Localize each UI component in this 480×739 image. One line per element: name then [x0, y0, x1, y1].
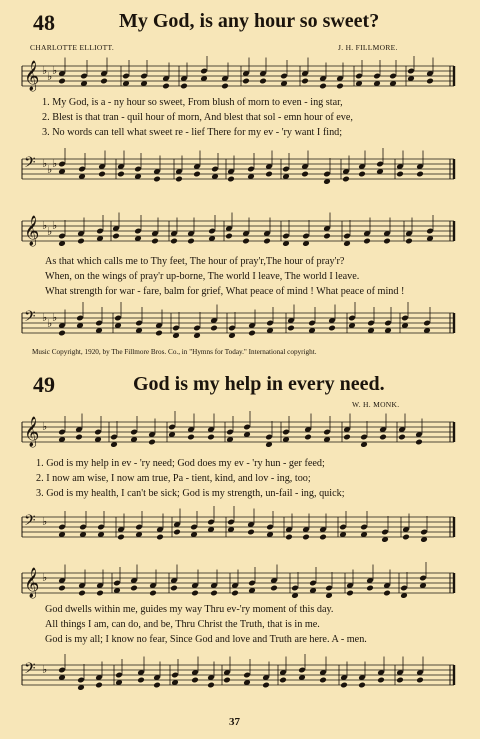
composer-credit: W. H. MONK. — [352, 400, 400, 409]
note-head — [416, 677, 424, 684]
bass-clef-icon: 𝄢 — [24, 660, 36, 681]
note-head — [398, 434, 406, 441]
treble-clef-icon: 𝄞 — [24, 568, 40, 598]
note-head — [207, 682, 215, 689]
note-head — [259, 78, 267, 85]
note-head — [112, 233, 120, 240]
note-head — [223, 677, 231, 684]
note-head — [416, 171, 424, 178]
note-head — [180, 83, 188, 90]
note-head — [58, 78, 66, 85]
note-head — [187, 434, 195, 441]
note-head — [95, 682, 103, 689]
note-head — [396, 171, 404, 178]
note-head — [366, 585, 374, 592]
lyric-line: What strength for war - fare, balm for grief, What peace of mind ! What peace of mind ! — [45, 286, 405, 297]
page-number: 37 — [229, 716, 240, 728]
note-head — [96, 590, 104, 597]
lyric-line: 1. God is my help in ev - 'ry need; God does my ev - 'ry hun - ger feed; — [36, 458, 325, 469]
note-head — [263, 238, 271, 245]
note-head — [319, 83, 327, 90]
note-head — [210, 325, 218, 332]
note-head — [346, 590, 354, 597]
note-head — [363, 238, 371, 245]
note-head — [225, 233, 233, 240]
note-head — [149, 590, 157, 597]
note-head — [383, 590, 391, 597]
note-head — [379, 434, 387, 441]
treble-clef-icon: 𝄞 — [24, 61, 40, 91]
note-head — [336, 83, 344, 90]
note-head — [210, 590, 218, 597]
note-head — [193, 171, 201, 178]
lyric-line: When, on the wings of pray'r up-borne, The world I leave, The world I leave. — [45, 271, 360, 282]
note-head — [100, 78, 108, 85]
flat-sign-icon: ♭ — [42, 158, 48, 170]
note-head — [242, 78, 250, 85]
lyric-line: As that which calls me to Thy feet, The hour of pray'r,The hour of pray'r? — [45, 256, 345, 267]
note-head — [77, 238, 85, 245]
flat-sign-icon: ♭ — [52, 158, 58, 170]
treble-clef-icon: 𝄞 — [24, 417, 40, 447]
music-staff-bass — [0, 650, 480, 700]
hymn-number: 48 — [33, 10, 55, 35]
note-head — [231, 590, 239, 597]
flat-sign-icon: ♭ — [42, 65, 48, 77]
note-head — [323, 233, 331, 240]
note-head — [58, 330, 66, 337]
hymn-number: 49 — [33, 372, 55, 397]
lyric-line: 3. No words can tell what sweet re - lief There for my ev - 'ry want I find; — [42, 127, 343, 138]
note-head — [302, 534, 310, 541]
music-staff-treble — [0, 208, 480, 254]
note-head — [175, 176, 183, 183]
note-head — [396, 677, 404, 684]
note-head — [58, 585, 66, 592]
note-head — [170, 238, 178, 245]
flat-sign-icon: ♭ — [42, 421, 48, 433]
flat-sign-icon: ♭ — [42, 664, 48, 676]
note-head — [287, 325, 295, 332]
note-head — [405, 238, 413, 245]
lyric-line: God is my all; I know no fear, Since God and love and Truth are here. A - men. — [45, 634, 367, 645]
note-head — [207, 434, 215, 441]
music-staff-treble — [0, 560, 480, 606]
flat-sign-icon: ♭ — [47, 71, 53, 83]
note-head — [170, 585, 178, 592]
note-head — [191, 590, 199, 597]
note-head — [221, 83, 229, 90]
note-head — [383, 238, 391, 245]
music-staff-treble — [0, 56, 480, 96]
note-head — [358, 682, 366, 689]
music-staff-bass — [0, 504, 480, 550]
lyric-line: 1. My God, is a - ny hour so sweet, From blush of morn to even - ing star, — [42, 97, 343, 108]
flat-sign-icon: ♭ — [42, 516, 48, 528]
copyright-notice: Music Copyright, 1920, by The Fillmore Bros. Co., in "Hymns for Today." International copyright. — [32, 348, 317, 356]
flat-sign-icon: ♭ — [52, 65, 58, 77]
note-head — [415, 439, 423, 446]
hymn-title: God is my help in every need. — [133, 373, 385, 395]
lyric-line: God dwells within me, guides my way Thru ev-'ry moment of this day. — [45, 604, 334, 615]
flat-sign-icon: ♭ — [42, 572, 48, 584]
note-head — [117, 534, 125, 541]
flat-sign-icon: ♭ — [42, 220, 48, 232]
composer-credit: J. H. FILLMORE. — [338, 43, 398, 52]
note-head — [301, 78, 309, 85]
music-staff-treble — [0, 410, 480, 454]
note-head — [153, 176, 161, 183]
note-head — [279, 677, 287, 684]
lyric-line: 2. Blest is that tran - quil hour of morn, And blest that sol - emn hour of eve, — [42, 112, 353, 123]
note-head — [153, 682, 161, 689]
hymn-title: My God, is any hour so sweet? — [119, 10, 380, 32]
note-head — [285, 534, 293, 541]
note-head — [248, 330, 256, 337]
note-head — [173, 529, 181, 536]
music-staff-bass — [0, 146, 480, 192]
note-head — [191, 677, 199, 684]
flat-sign-icon: ♭ — [47, 226, 53, 238]
note-head — [227, 176, 235, 183]
note-head — [187, 238, 195, 245]
lyric-line: 3. God is my health, I can't be sick; God is my strength, un-fail - ing, quick; — [36, 488, 345, 499]
note-head — [137, 677, 145, 684]
note-head — [75, 434, 83, 441]
note-head — [247, 529, 255, 536]
note-head — [130, 585, 138, 592]
note-head — [343, 434, 351, 441]
flat-sign-icon: ♭ — [47, 164, 53, 176]
note-head — [156, 534, 164, 541]
flat-sign-icon: ♭ — [42, 312, 48, 324]
note-head — [148, 439, 156, 446]
note-head — [328, 325, 336, 332]
treble-clef-icon: 𝄞 — [24, 216, 40, 246]
note-head — [342, 176, 350, 183]
note-head — [319, 677, 327, 684]
flat-sign-icon: ♭ — [52, 220, 58, 232]
bass-clef-icon: 𝄢 — [24, 154, 36, 175]
note-head — [117, 171, 125, 178]
lyric-line: 2. I now am wise, I now am true, Pa - tient, kind, and lov - ing, too; — [36, 473, 311, 484]
note-head — [426, 78, 434, 85]
author-credit: CHARLOTTE ELLIOTT. — [30, 43, 114, 52]
note-head — [151, 238, 159, 245]
note-head — [319, 534, 327, 541]
note-head — [78, 590, 86, 597]
note-head — [162, 83, 170, 90]
flat-sign-icon: ♭ — [52, 312, 58, 324]
note-head — [265, 171, 273, 178]
flat-sign-icon: ♭ — [47, 318, 53, 330]
note-head — [155, 330, 163, 337]
note-head — [402, 534, 410, 541]
note-head — [98, 171, 106, 178]
note-head — [304, 434, 312, 441]
note-head — [262, 682, 270, 689]
note-head — [242, 238, 250, 245]
note-head — [358, 171, 366, 178]
bass-clef-icon: 𝄢 — [24, 512, 36, 533]
lyric-line: All things I am, can do, and be, Thru Christ the Truth, that is in me. — [45, 619, 320, 630]
music-staff-bass — [0, 300, 480, 346]
bass-clef-icon: 𝄢 — [24, 308, 36, 329]
note-head — [301, 171, 309, 178]
note-head — [270, 585, 278, 592]
note-head — [340, 682, 348, 689]
note-head — [377, 677, 385, 684]
